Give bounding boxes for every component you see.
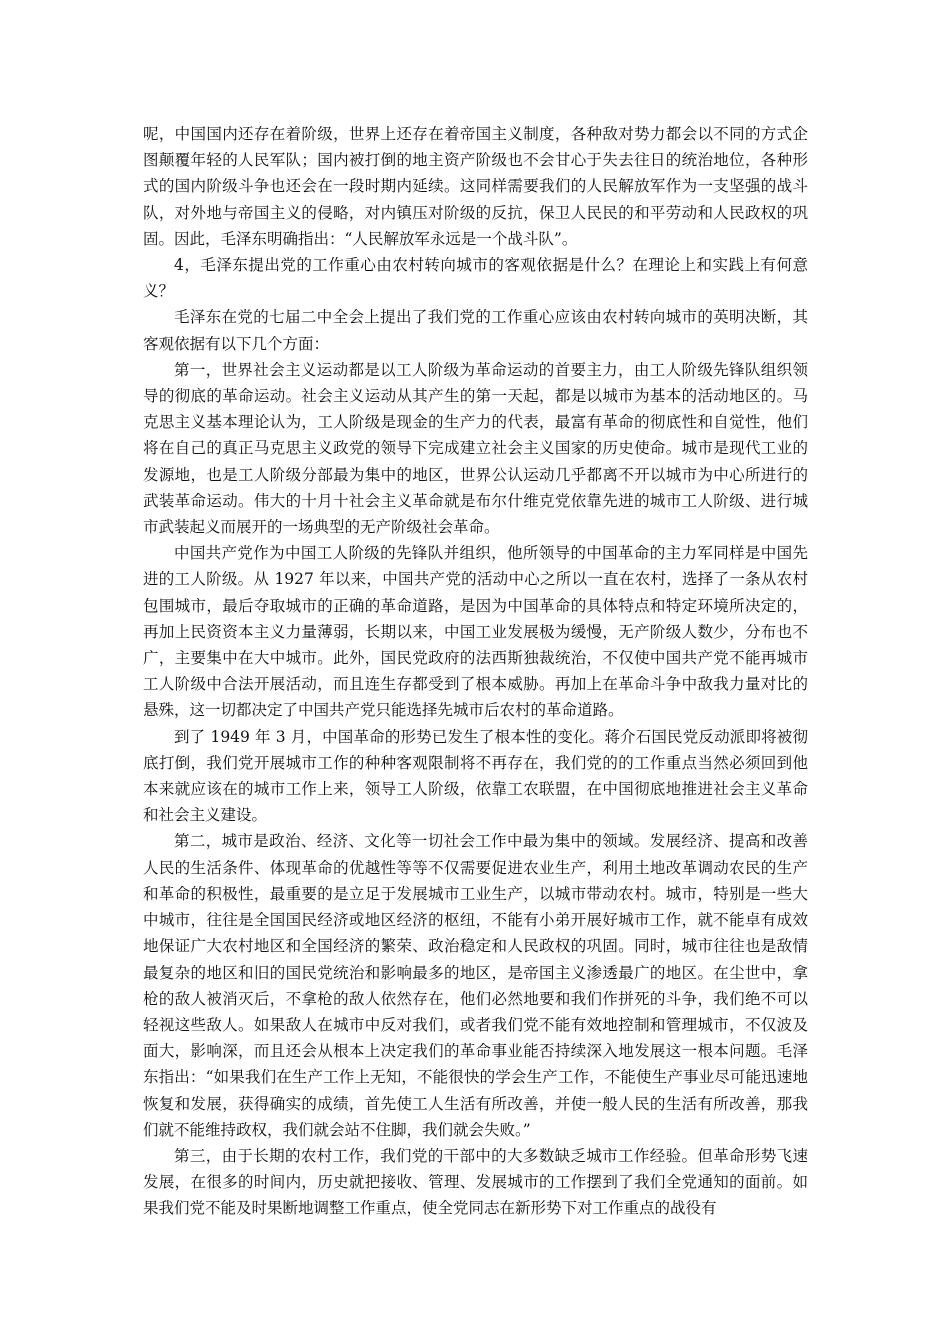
- question-heading: 4，毛泽东提出党的工作重心由农村转向城市的客观依据是什么？在理论上和实践上有何意义？: [143, 256, 808, 301]
- point-three-paragraph: 第三，由于长期的农村工作，我们党的干部中的大多数缺乏城市工作经验。但革命形势飞速发展，在很多的时间内，历史就把接收、管理、发展城市的工作摆到了我们全党通知的面前。如果我们党不能及时果断地调整工作重点，使全党同志在新形势下对工作重点的战役有: [143, 1146, 808, 1218]
- ccp-history-paragraph: 中国共产党作为中国工人阶级的先锋队并组织，他所领导的中国革命的主力军同样是中国先进的工人阶级。从 1927 年以来，中国共产党的活动中心之所以一直在农村，选择了一条从农村包围城市，最后夺取城市的正确的革命道路，是因为中国革命的具体特点和特定环境所决定的，再加上民资资本主义力量薄弱，长期以来，中国工业发展极为缓慢，无产阶级人数少，分布也不广，主要集中在大中城市。此外，国民党政府的法西斯独裁统治，不仅使中国共产党不能再城市工人阶级中合法开展活动，而且连生存都受到了根本威胁。再加上在革命斗争中敌我力量对比的悬殊，这一切都决定了中国共产党只能选择先城市后农村的革命道路。: [143, 544, 808, 720]
- point-two-paragraph: 第二，城市是政治、经济、文化等一切社会工作中最为集中的领域。发展经济、提高和改善人民的生活条件、体现革命的优越性等等不仅需要促进农业生产，利用土地改革调动农民的生产和革命的积极性，最重要的是立足于发展城市工业生产，以城市带动农村。城市，特别是一些大中城市，往往是全国国民经济或地区经济的枢纽，不能有小弟开展好城市工作，就不能卓有成效地保证广大农村地区和全国经济的繁荣、政治稳定和人民政权的巩固。同时，城市往往也是敌情最复杂的地区和旧的国民党统治和影响最多的地区，是帝国主义渗透最广的地区。在尘世中，拿枪的敌人被消灭后，不拿枪的敌人依然存在，他们必然地要和我们作拼死的斗争，我们绝不可以轻视这些敌人。如果敌人在城市中反对我们，或者我们党不能有效地控制和管理城市，不仅波及面大，影响深，而且还会从根本上决定我们的革命事业能否持续深入地发展这一根本问题。毛泽东指出：“如果我们在生产工作上无知，不能很快的学会生产工作，不能使生产事业尽可能迅速地恢复和发展，获得确实的成绩，首先使工人生活有所改善，并使一般人民的生活有所改善，那我们就不能维持政权，我们就会站不住脚，我们就会失败。”: [143, 832, 808, 1139]
- point-one-paragraph: 第一，世界社会主义运动都是以工人阶级为革命运动的首要主力，由工人阶级先锋队组织领导的彻底的革命运动。社会主义运动从其产生的第一天起，都是以城市为基本的活动地区的。马克思主义基本理论认为，工人阶级是现金的生产力的代表，最富有革命的彻底性和自觉性，他们将在自己的真正马克思主义政党的领导下完成建立社会主义国家的历史使命。城市是现代工业的发源地，也是工人阶级分部最为集中的地区，世界公认运动几乎都离不开以城市为中心所进行的武装革命运动。伟大的十月十社会主义革命就是布尔什维克党依靠先进的城市工人阶级、进行城市武装起义而展开的一场典型的无产阶级社会革命。: [143, 360, 808, 537]
- document-page: [143, 121, 808, 1222]
- answer-intro-paragraph: 毛泽东在党的七届二中全会上提出了我们党的工作重心应该由农村转向城市的英明决断，其客观依据有以下几个方面：: [143, 308, 808, 353]
- year-1949-paragraph: 到了 1949 年 3 月，中国革命的形势已发生了根本性的变化。蒋介石国民党反动派即将被彻底打倒，我们党开展城市工作的种种客观限制将不再存在，我们党的的工作重点当然必须回到他本来就应该在的城市工作上来，领导工人阶级，依靠工农联盟，在中国彻底地推进社会主义革命和社会主义建设。: [143, 727, 808, 825]
- paragraph-continuation: 呢，中国国内还存在着阶级，世界上还存在着帝国主义制度，各种敌对势力都会以不同的方式企图颠覆年轻的人民军队；国内被打倒的地主资产阶级也不会甘心于失去往日的统治地位，各种形式的国内阶级斗争也还会在一段时期内延续。这同样需要我们的人民解放军作为一支坚强的战斗队，对外地与帝国主义的侵略，对内镇压对阶级的反抗，保卫人民民的和平劳动和人民政权的巩固。因此，毛泽东明确指出：“人民解放军永远是一个战斗队”。: [143, 125, 808, 248]
